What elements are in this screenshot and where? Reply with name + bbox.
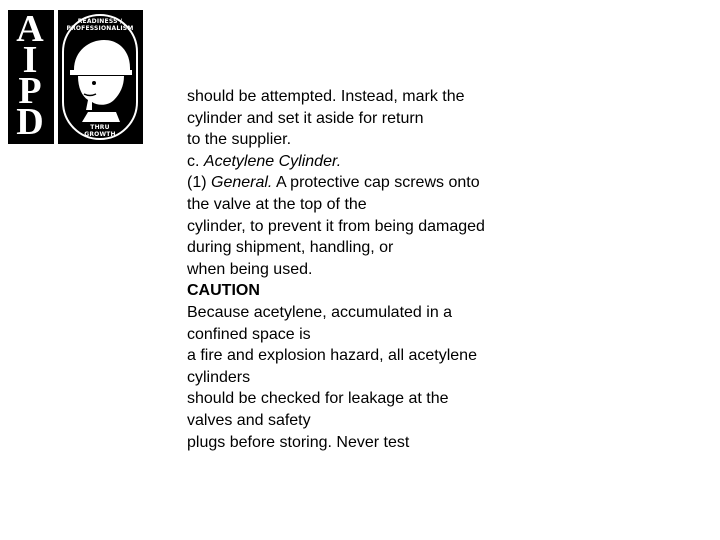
text-line: to the supplier. — [187, 131, 292, 149]
logo-letters — [8, 8, 52, 143]
text-line: cylinder and set it aside for return — [187, 109, 424, 127]
logo-letter: D — [16, 101, 44, 143]
text-line: Because acetylene, accumulated in a — [187, 303, 453, 321]
text-line: should be checked for leakage at the — [187, 390, 449, 408]
text-line: plugs before storing. Never test — [187, 433, 410, 451]
subsection-italic: General. — [211, 174, 273, 192]
text-line: cylinders — [187, 368, 251, 386]
text-line: valves and safety — [187, 411, 311, 429]
text-line: a fire and explosion hazard, all acetylene — [187, 347, 477, 365]
subsection-text: A protective cap screws onto — [272, 174, 480, 192]
logo-top-text-line: READINESS / — [77, 18, 123, 25]
caution-heading: CAUTION — [187, 282, 260, 300]
logo-bottom-text — [62, 124, 138, 138]
text-line: cylinder, to prevent it from being damaged — [187, 217, 485, 235]
logo-letter: A — [16, 8, 44, 50]
text-line: should be attempted. Instead, mark the — [187, 88, 465, 105]
heading-prefix: c. — [187, 152, 204, 170]
subsection-prefix: (1) — [187, 174, 211, 192]
logo-letter: P — [18, 70, 42, 112]
text-line: during shipment, handling, or — [187, 239, 394, 257]
logo-bottom-text-line: THRU — [90, 124, 110, 131]
logo-divider — [54, 10, 58, 144]
aipd-logo — [8, 10, 143, 144]
logo-letter: I — [22, 39, 38, 81]
logo-top-text — [62, 18, 138, 32]
subsection-general — [187, 172, 587, 194]
logo-top-text-line: PROFESSIONALISM — [66, 25, 134, 32]
text-line: the valve at the top of the — [187, 195, 367, 213]
text-line: confined space is — [187, 325, 311, 343]
text-line: when being used. — [187, 260, 313, 278]
logo-bottom-text-line: GROWTH — [84, 131, 116, 138]
section-heading-acetylene — [187, 151, 587, 173]
heading-italic: Acetylene Cylinder. — [203, 152, 342, 170]
document-body — [187, 86, 587, 453]
soldier-helmet-icon — [68, 36, 134, 122]
